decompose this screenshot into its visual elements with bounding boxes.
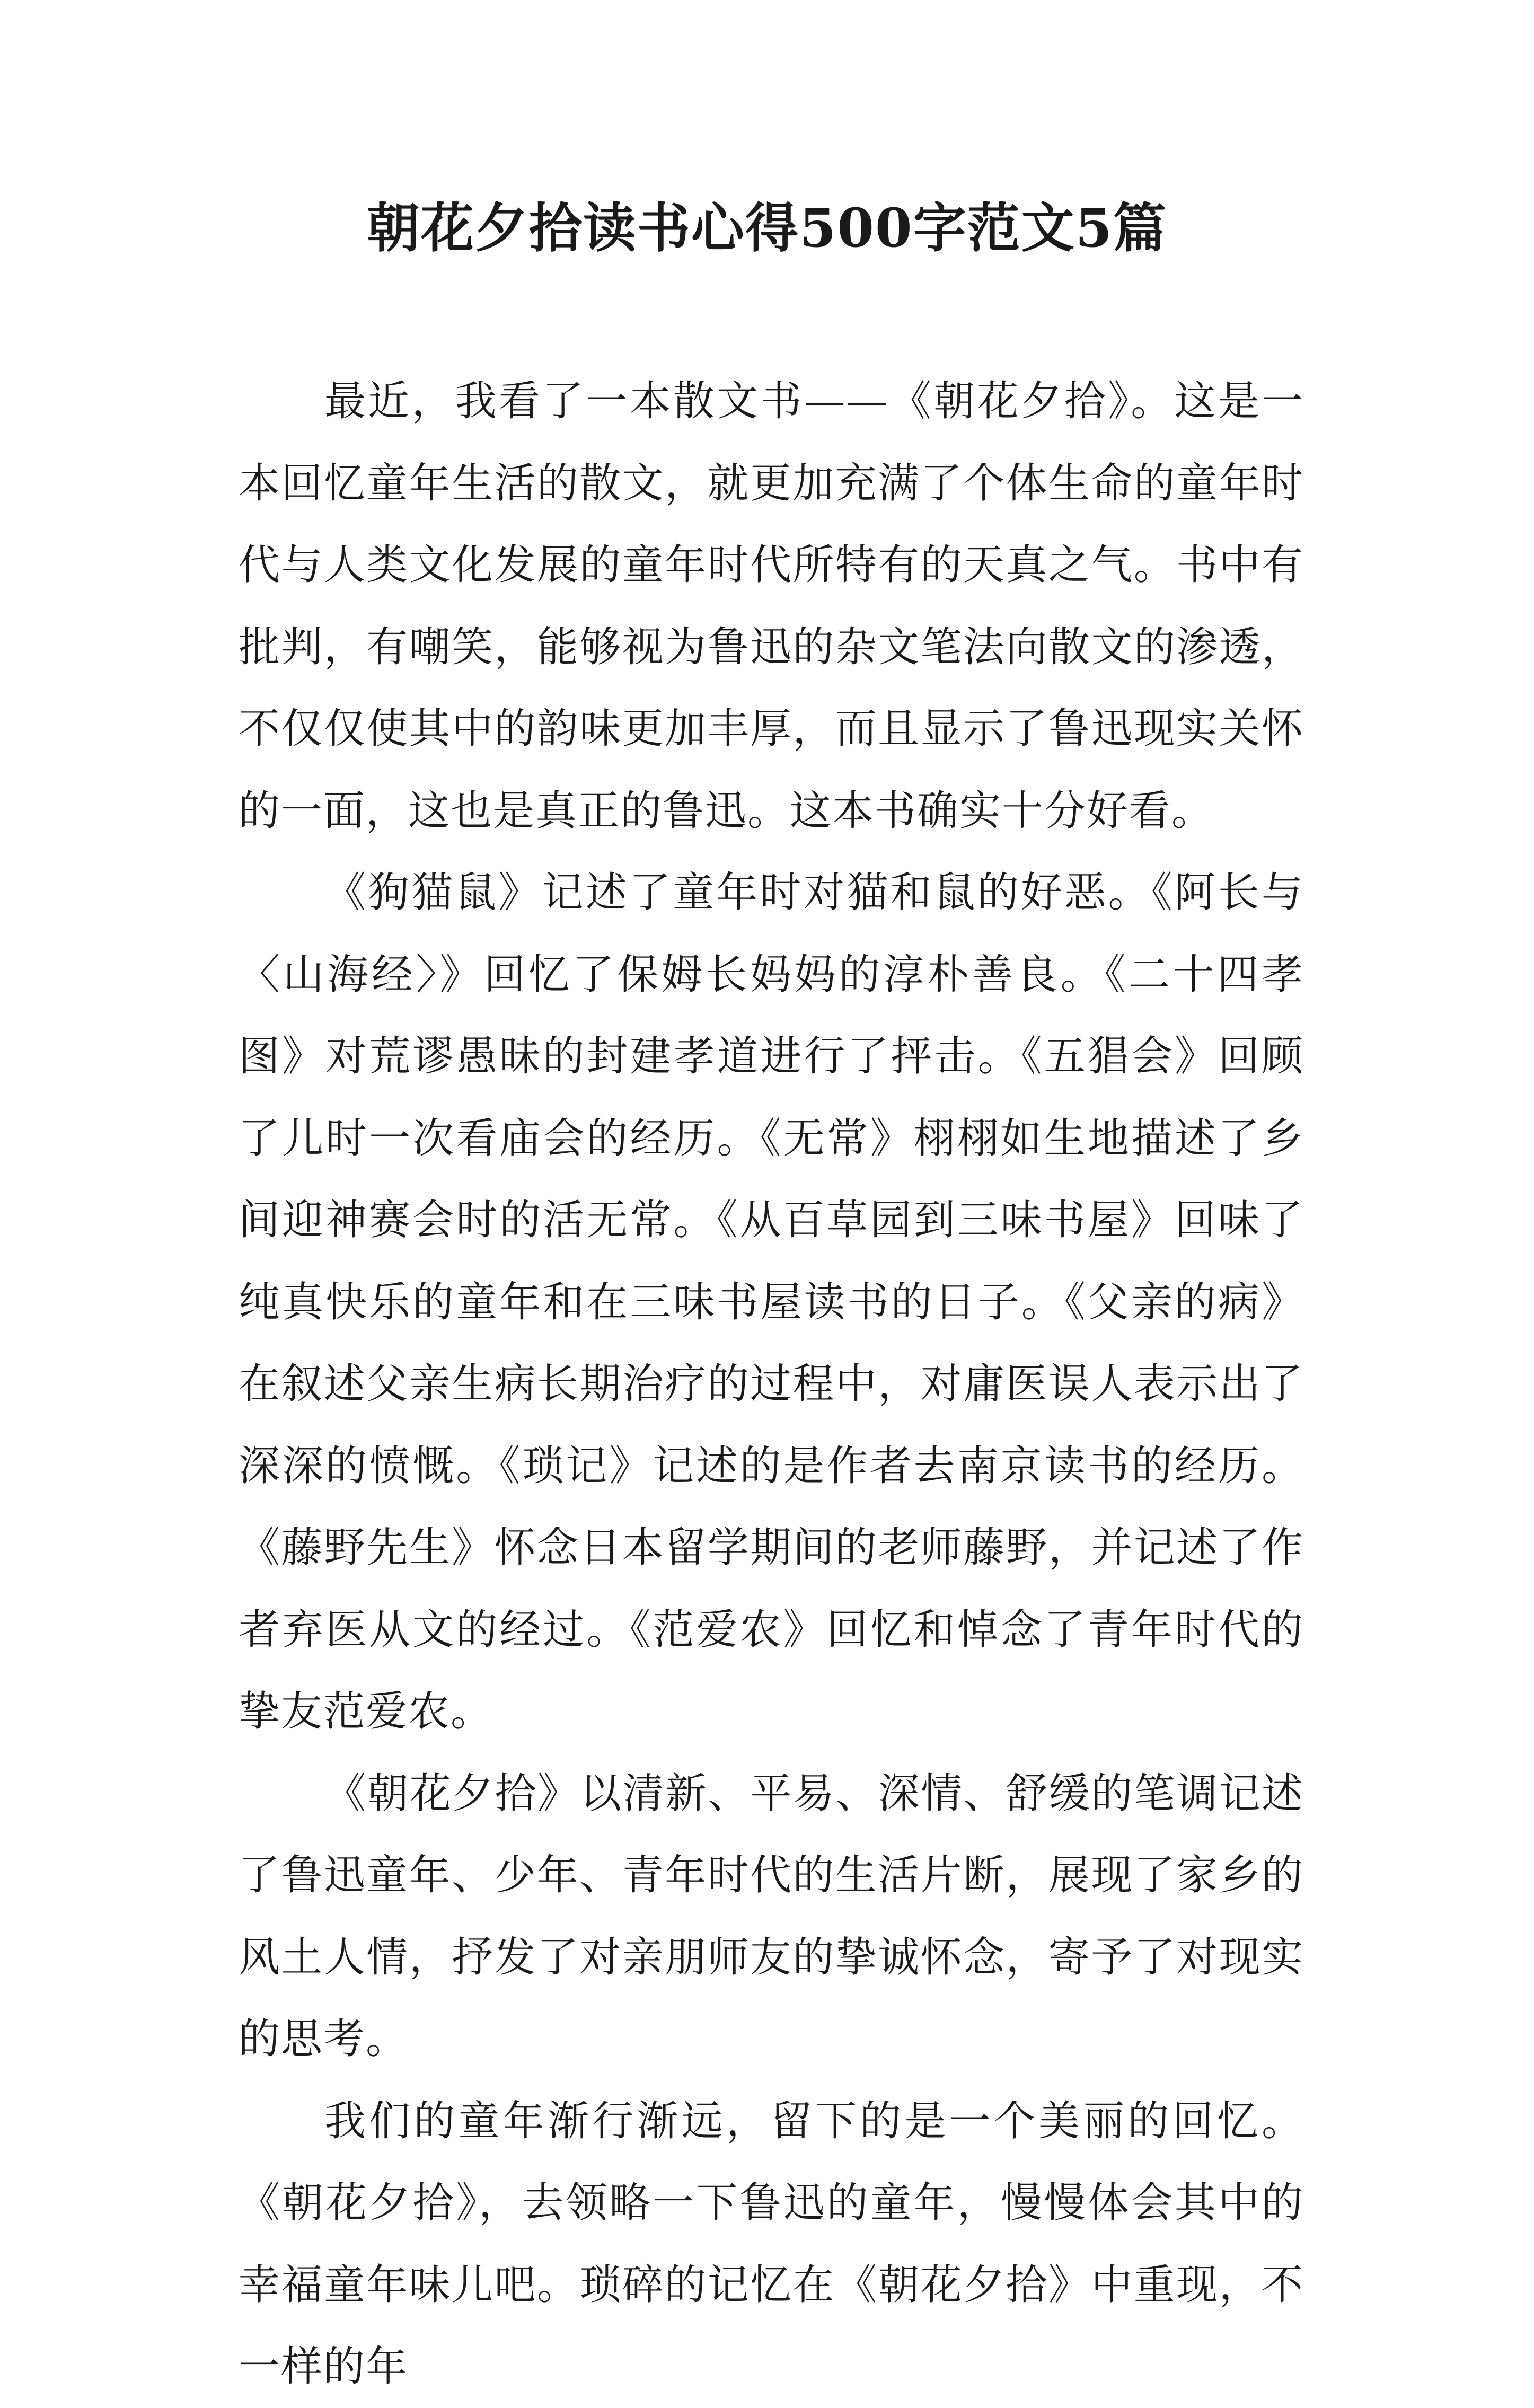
document-title: 朝花夕拾读书心得500字范文5篇 (366, 197, 1168, 259)
paragraph-reflection: 我们的童年渐行渐远，留下的是一个美丽的回忆。《朝花夕拾》，去领略一下鲁迅的童年，慢慢体会其中的幸福童年味儿吧。琐碎的记忆在《朝花夕拾》中重现，不一样的年 (239, 2097, 1304, 2391)
paragraph-summary: 《朝花夕拾》以清新、平易、深情、舒缓的笔调记述了鲁迅童年、少年、青年时代的生活片断，展现了家乡的风土人情，抒发了对亲朋师友的挚诚怀念，寄予了对现实的思考。 (239, 1769, 1304, 2063)
document-body (239, 360, 1304, 2408)
paragraph-intro: 最近，我看了一本散文书——《朝花夕拾》。这是一本回忆童年生活的散文，就更加充满了个体生命的童年时代与人类文化发展的童年时代所特有的天真之气。书中有批判，有嘲笑，能够视为鲁迅的杂文笔法向散文的渗透，不仅仅使其中的韵味更加丰厚，而且显示了鲁迅现实关怀的一面，这也是真正的鲁迅。这本书确实十分好看。 (239, 377, 1304, 835)
paragraph-chapters: 《狗猫鼠》记述了童年时对猫和鼠的好恶。《阿长与〈山海经〉》回忆了保姆长妈妈的淳朴善良。《二十四孝图》对荒谬愚昧的封建孝道进行了抨击。《五猖会》回顾了儿时一次看庙会的经历。《无常》栩栩如生地描述了乡间迎神赛会时的活无常。《从百草园到三味书屋》回味了纯真快乐的童年和在三味书屋读书的日子。《父亲的病》在叙述父亲生病长期治疗的过程中，对庸医误人表示出了深深的愤慨。《琐记》记述的是作者去南京读书的经历。《藤野先生》怀念日本留学期间的老师藤野，并记述了作者弃医从文的经过。《范爱农》回忆和悼念了青年时代的挚友范爱农。 (239, 869, 1304, 1735)
